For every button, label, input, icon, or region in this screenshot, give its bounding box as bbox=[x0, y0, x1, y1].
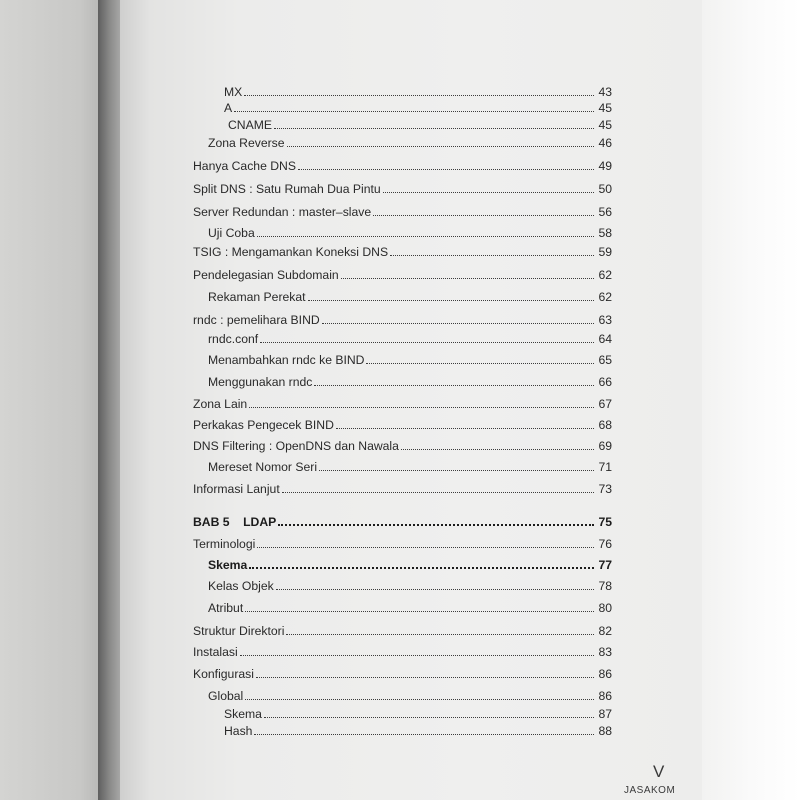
toc-entry-page: 68 bbox=[598, 418, 612, 432]
toc-dot-leader bbox=[336, 428, 594, 429]
toc-entry-page: 59 bbox=[598, 245, 612, 259]
toc-entry-page: 45 bbox=[598, 101, 612, 115]
toc-entry-page: 43 bbox=[598, 85, 612, 99]
toc-entry-page: 76 bbox=[598, 537, 612, 551]
toc-entry bbox=[193, 513, 612, 529]
toc-dot-leader bbox=[322, 323, 594, 324]
toc-entry-page: 86 bbox=[598, 689, 612, 703]
toc-dot-leader bbox=[286, 634, 594, 635]
toc-entry bbox=[193, 266, 612, 282]
toc-entry-title: Pendelegasian Subdomain bbox=[193, 268, 339, 282]
toc-entry-title: Konfigurasi bbox=[193, 667, 254, 681]
toc-dot-leader bbox=[276, 589, 594, 590]
toc-entry-page: 71 bbox=[598, 460, 612, 474]
toc-entry bbox=[208, 288, 612, 304]
toc-dot-leader bbox=[274, 128, 594, 129]
toc-entry-page: 77 bbox=[598, 558, 612, 572]
toc-entry-title: Perkakas Pengecek BIND bbox=[193, 418, 334, 432]
toc-entry bbox=[193, 535, 612, 551]
toc-dot-leader bbox=[278, 524, 594, 526]
toc-entry-page: 67 bbox=[598, 397, 612, 411]
toc-entry-page: 50 bbox=[598, 182, 612, 196]
toc-dot-leader bbox=[249, 407, 594, 408]
toc-entry bbox=[208, 458, 612, 474]
toc-entry-title: Hanya Cache DNS bbox=[193, 159, 296, 173]
toc-entry-page: 86 bbox=[598, 667, 612, 681]
toc-entry bbox=[224, 705, 612, 721]
toc-dot-leader bbox=[319, 470, 594, 471]
toc-entry bbox=[224, 83, 612, 99]
toc-entry-title: CNAME bbox=[228, 118, 273, 132]
toc-dot-leader bbox=[260, 342, 594, 343]
toc-entry-title: Hash bbox=[224, 724, 253, 738]
toc-dot-leader bbox=[383, 192, 594, 193]
toc-dot-leader bbox=[257, 547, 594, 548]
toc-dot-leader bbox=[254, 734, 594, 735]
toc-entry-page: 87 bbox=[598, 707, 612, 721]
toc-entry bbox=[208, 556, 612, 572]
toc-dot-leader bbox=[287, 146, 594, 147]
publisher-footer: JASAKOM bbox=[624, 785, 676, 796]
toc-dot-leader bbox=[282, 492, 594, 493]
toc-entry bbox=[208, 687, 612, 703]
toc-entry bbox=[193, 643, 612, 659]
toc-dot-leader bbox=[245, 699, 594, 700]
toc-entry-title: Instalasi bbox=[193, 645, 238, 659]
toc-dot-leader bbox=[390, 255, 594, 256]
toc-entry-title: Global bbox=[208, 689, 244, 703]
toc-entry bbox=[208, 134, 612, 150]
toc-entry bbox=[193, 203, 612, 219]
toc-entry-title: Skema bbox=[208, 558, 248, 572]
toc-entry-title: Rekaman Perekat bbox=[208, 290, 306, 304]
toc-entry-title: DNS Filtering : OpenDNS dan Nawala bbox=[193, 439, 399, 453]
toc-entry-page: 56 bbox=[598, 205, 612, 219]
toc-entry bbox=[224, 99, 612, 115]
toc-entry-title: rndc.conf bbox=[208, 332, 259, 346]
toc-dot-leader bbox=[257, 236, 594, 237]
toc-entry bbox=[228, 116, 612, 132]
toc-dot-leader bbox=[298, 169, 594, 170]
toc-entry-page: 75 bbox=[598, 515, 612, 529]
toc-entry bbox=[193, 437, 612, 453]
toc-entry-title: Zona Lain bbox=[193, 397, 248, 411]
toc-entry-page: 78 bbox=[598, 579, 612, 593]
toc-entry-title: Uji Coba bbox=[208, 226, 255, 240]
toc-entry-title: Skema bbox=[224, 707, 262, 721]
toc-entry bbox=[208, 224, 612, 240]
toc-entry-page: 49 bbox=[598, 159, 612, 173]
toc-entry-title: Mereset Nomor Seri bbox=[208, 460, 318, 474]
toc-entry bbox=[193, 395, 612, 411]
toc-entry bbox=[208, 351, 612, 367]
toc-entry-page: 62 bbox=[598, 290, 612, 304]
toc-entry bbox=[193, 622, 612, 638]
toc-entry bbox=[208, 373, 612, 389]
toc-entry-title: BAB 5 LDAP bbox=[193, 515, 277, 529]
toc-entry-page: 64 bbox=[598, 332, 612, 346]
toc-entry-page: 66 bbox=[598, 375, 612, 389]
toc-entry-page: 88 bbox=[598, 724, 612, 738]
toc-entry-title: Server Redundan : master–slave bbox=[193, 205, 372, 219]
toc-entry-page: 83 bbox=[598, 645, 612, 659]
toc-entry-title: Kelas Objek bbox=[208, 579, 274, 593]
toc-dot-leader bbox=[264, 717, 594, 718]
toc-entry-title: Atribut bbox=[208, 601, 244, 615]
toc-dot-leader bbox=[341, 278, 594, 279]
toc-entry bbox=[193, 665, 612, 681]
toc-entry-page: 45 bbox=[598, 118, 612, 132]
toc-entry-page: 62 bbox=[598, 268, 612, 282]
toc-entry-title: Menggunakan rndc bbox=[208, 375, 313, 389]
toc-entry-title: A bbox=[224, 101, 233, 115]
toc-entry-page: 80 bbox=[598, 601, 612, 615]
toc-entry bbox=[193, 416, 612, 432]
toc-entry-page: 69 bbox=[598, 439, 612, 453]
toc-dot-leader bbox=[249, 567, 594, 569]
toc-entry bbox=[208, 599, 612, 615]
toc-entry bbox=[224, 722, 612, 738]
toc-entry-page: 73 bbox=[598, 482, 612, 496]
toc-entry bbox=[193, 480, 612, 496]
toc-entry-title: Menambahkan rndc ke BIND bbox=[208, 353, 365, 367]
page-number: V bbox=[653, 762, 665, 781]
toc-entry-title: Terminologi bbox=[193, 537, 256, 551]
toc-entry-title: MX bbox=[224, 85, 243, 99]
toc-entry-page: 65 bbox=[598, 353, 612, 367]
toc-entry bbox=[208, 330, 612, 346]
toc-entry bbox=[193, 180, 612, 196]
toc-entry-title: Informasi Lanjut bbox=[193, 482, 280, 496]
toc-dot-leader bbox=[256, 677, 594, 678]
toc-dot-leader bbox=[401, 449, 594, 450]
toc-entry-page: 63 bbox=[598, 313, 612, 327]
toc-entry-title: Struktur Direktori bbox=[193, 624, 285, 638]
toc-entry bbox=[208, 577, 612, 593]
toc-entry bbox=[193, 311, 612, 327]
toc-dot-leader bbox=[234, 111, 594, 112]
toc-dot-leader bbox=[366, 363, 594, 364]
toc-dot-leader bbox=[240, 655, 594, 656]
toc-entry-page: 58 bbox=[598, 226, 612, 240]
toc-dot-leader bbox=[314, 385, 594, 386]
toc-entry bbox=[193, 157, 612, 173]
toc-entry-title: TSIG : Mengamankan Koneksi DNS bbox=[193, 245, 389, 259]
toc-entry-title: Split DNS : Satu Rumah Dua Pintu bbox=[193, 182, 381, 196]
toc-dot-leader bbox=[308, 300, 594, 301]
toc-entry-page: 82 bbox=[598, 624, 612, 638]
toc-entry bbox=[193, 243, 612, 259]
toc-dot-leader bbox=[245, 611, 594, 612]
toc-entry-title: rndc : pemelihara BIND bbox=[193, 313, 320, 327]
toc-dot-leader bbox=[244, 95, 594, 96]
toc-entry-title: Zona Reverse bbox=[208, 136, 285, 150]
toc-dot-leader bbox=[373, 215, 594, 216]
toc-entry-page: 46 bbox=[598, 136, 612, 150]
